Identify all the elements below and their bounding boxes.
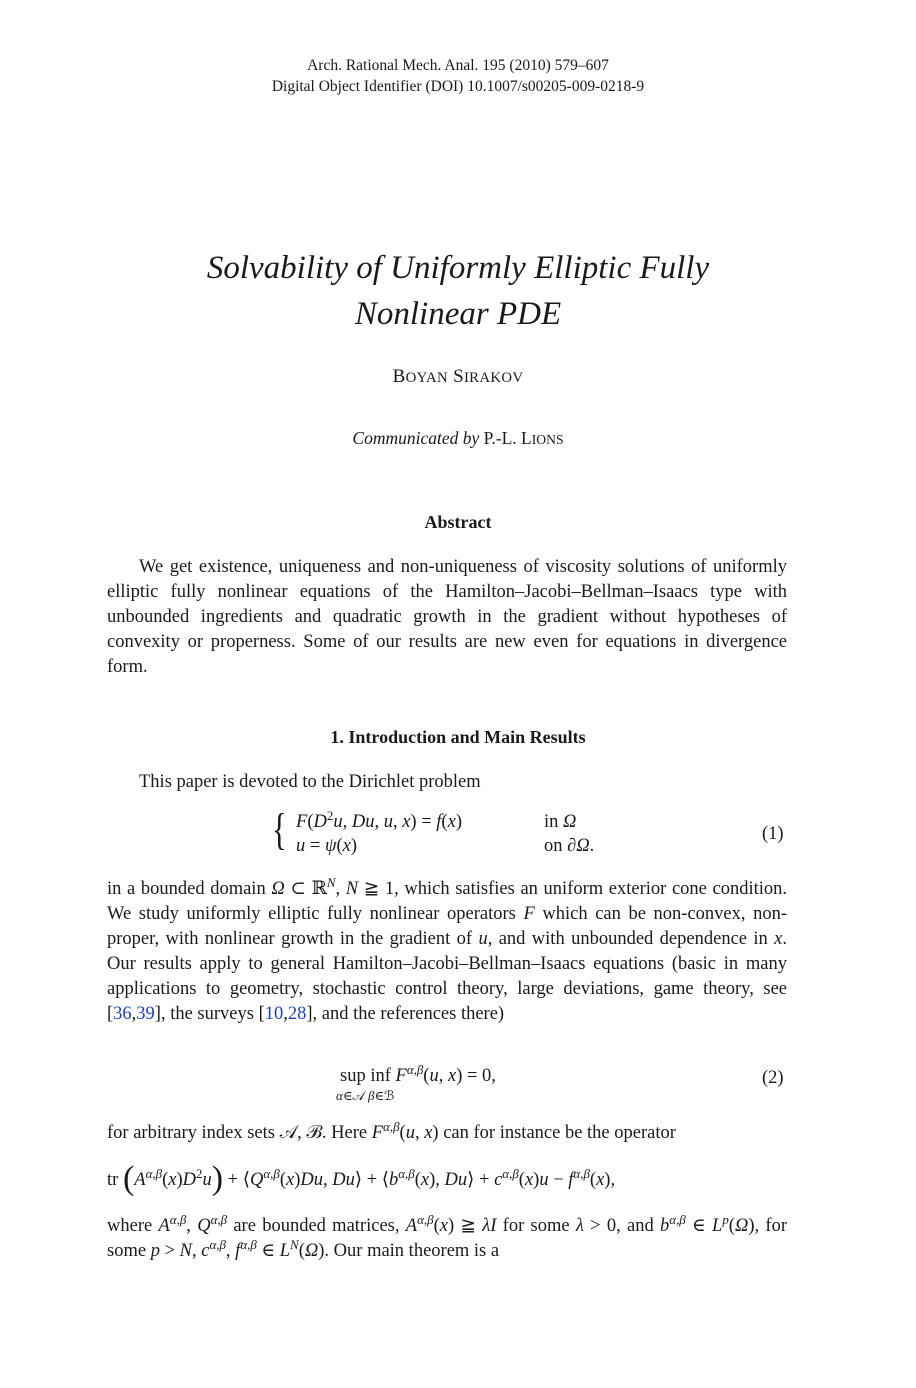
communicated-by: Communicated by P.-L. LIONS — [352, 428, 564, 448]
abstract-heading: Abstract — [424, 512, 492, 532]
intro-paragraph: in a bounded domain Ω ⊂ ℝ$^N$, N ≧ 1, which satisfies an uniform exterior cone condition. We study uniformly elliptic fully nonlinear operators F which can be non-convex, non-proper, with nonlinear growth in the gradient of u, and with unbounded dependence in x. Our results apply to general Hamilton–Jacobi–Bellman–Isaacs equations (basic in many applications to geometry, stochastic control theory, large deviations, game theory, see [36,39], the surveys [10,28], and the references there) — [107, 874, 788, 1024]
abstract-text: We get existence, uniqueness and non-uniqueness of viscosity solutions of uniformly elliptic fully nonlinear equations of the Hamilton–Jacobi–Bellman–Isaacs type with unbounded ingredients and quadratic growth in the gradient without hypotheses of convexity or properness. Some of our results are new even for equations in divergence form. — [107, 557, 787, 677]
paper-title-line-2: Nonlinear PDE — [354, 296, 562, 332]
author-name: BOYAN SIRAKOV — [392, 366, 524, 387]
doi-line: Digital Object Identifier (DOI) 10.1007/s00205-009-0218-9 — [271, 78, 645, 95]
section-intro: This paper is devoted to the Dirichlet problem — [139, 772, 481, 792]
eq1-row-2: u = ψ(x) — [296, 836, 357, 856]
eq1-row-1: $F(D^2u$, Du, u, x) = f(x) — [296, 807, 462, 832]
equation-number-1: (1) — [762, 824, 784, 844]
paper-title-line-1: Solvability of Uniformly Elliptic Fully — [206, 250, 710, 286]
section-heading: 1. Introduction and Main Results — [330, 727, 586, 747]
equation-2: sup inf $F^{\alpha,\beta}(u$, x) = 0, — [340, 1061, 496, 1086]
operator-expression: tr $(A^{\alpha,\beta}(x)D^2u)$ + $⟨Q^{\alpha,\beta}(x)Du$, Du⟩ + $⟨b^{\alpha,\beta}(x)$, Du⟩ + $c^{\alpha,\beta}(x)u - f^{\alpha,\beta}(x)$, — [107, 1160, 616, 1197]
citation-10[interactable]: 10 — [264, 1004, 284, 1024]
equation-2-subscripts: α∈𝒜 β∈ℬ — [336, 1088, 395, 1103]
index-sets-sentence: for arbitrary index sets 𝒜, ℬ. Here $F^{\alpha,\beta}(u$, x) can for instance be the operator — [107, 1118, 676, 1143]
journal-citation: Arch. Rational Mech. Anal. 195 (2010) 579–607 — [307, 57, 609, 74]
eq1-cond-2: on ∂Ω. — [544, 836, 595, 856]
citation-39[interactable]: 39 — [136, 1004, 155, 1024]
eq1-cond-1: in Ω — [544, 812, 577, 832]
left-brace: { — [272, 805, 287, 854]
equation-number-2: (2) — [762, 1068, 784, 1088]
citation-36[interactable]: 36 — [113, 1004, 132, 1024]
assumptions-paragraph: where $A^{\alpha,\beta}$, $Q^{\alpha,\beta}$ are bounded matrices, $A^{\alpha,\beta}(x)$ ≧ λI for some λ > 0, and $b^{\alpha,\beta}$ ∈ $L^p(\Omega)$, for some p > N, $c^{\alpha,\beta}$, $f^{\alpha,\beta}$ ∈ $L^N(\Omega)$. Our main theorem is a — [107, 1211, 787, 1261]
citation-28[interactable]: 28 — [287, 1004, 307, 1024]
